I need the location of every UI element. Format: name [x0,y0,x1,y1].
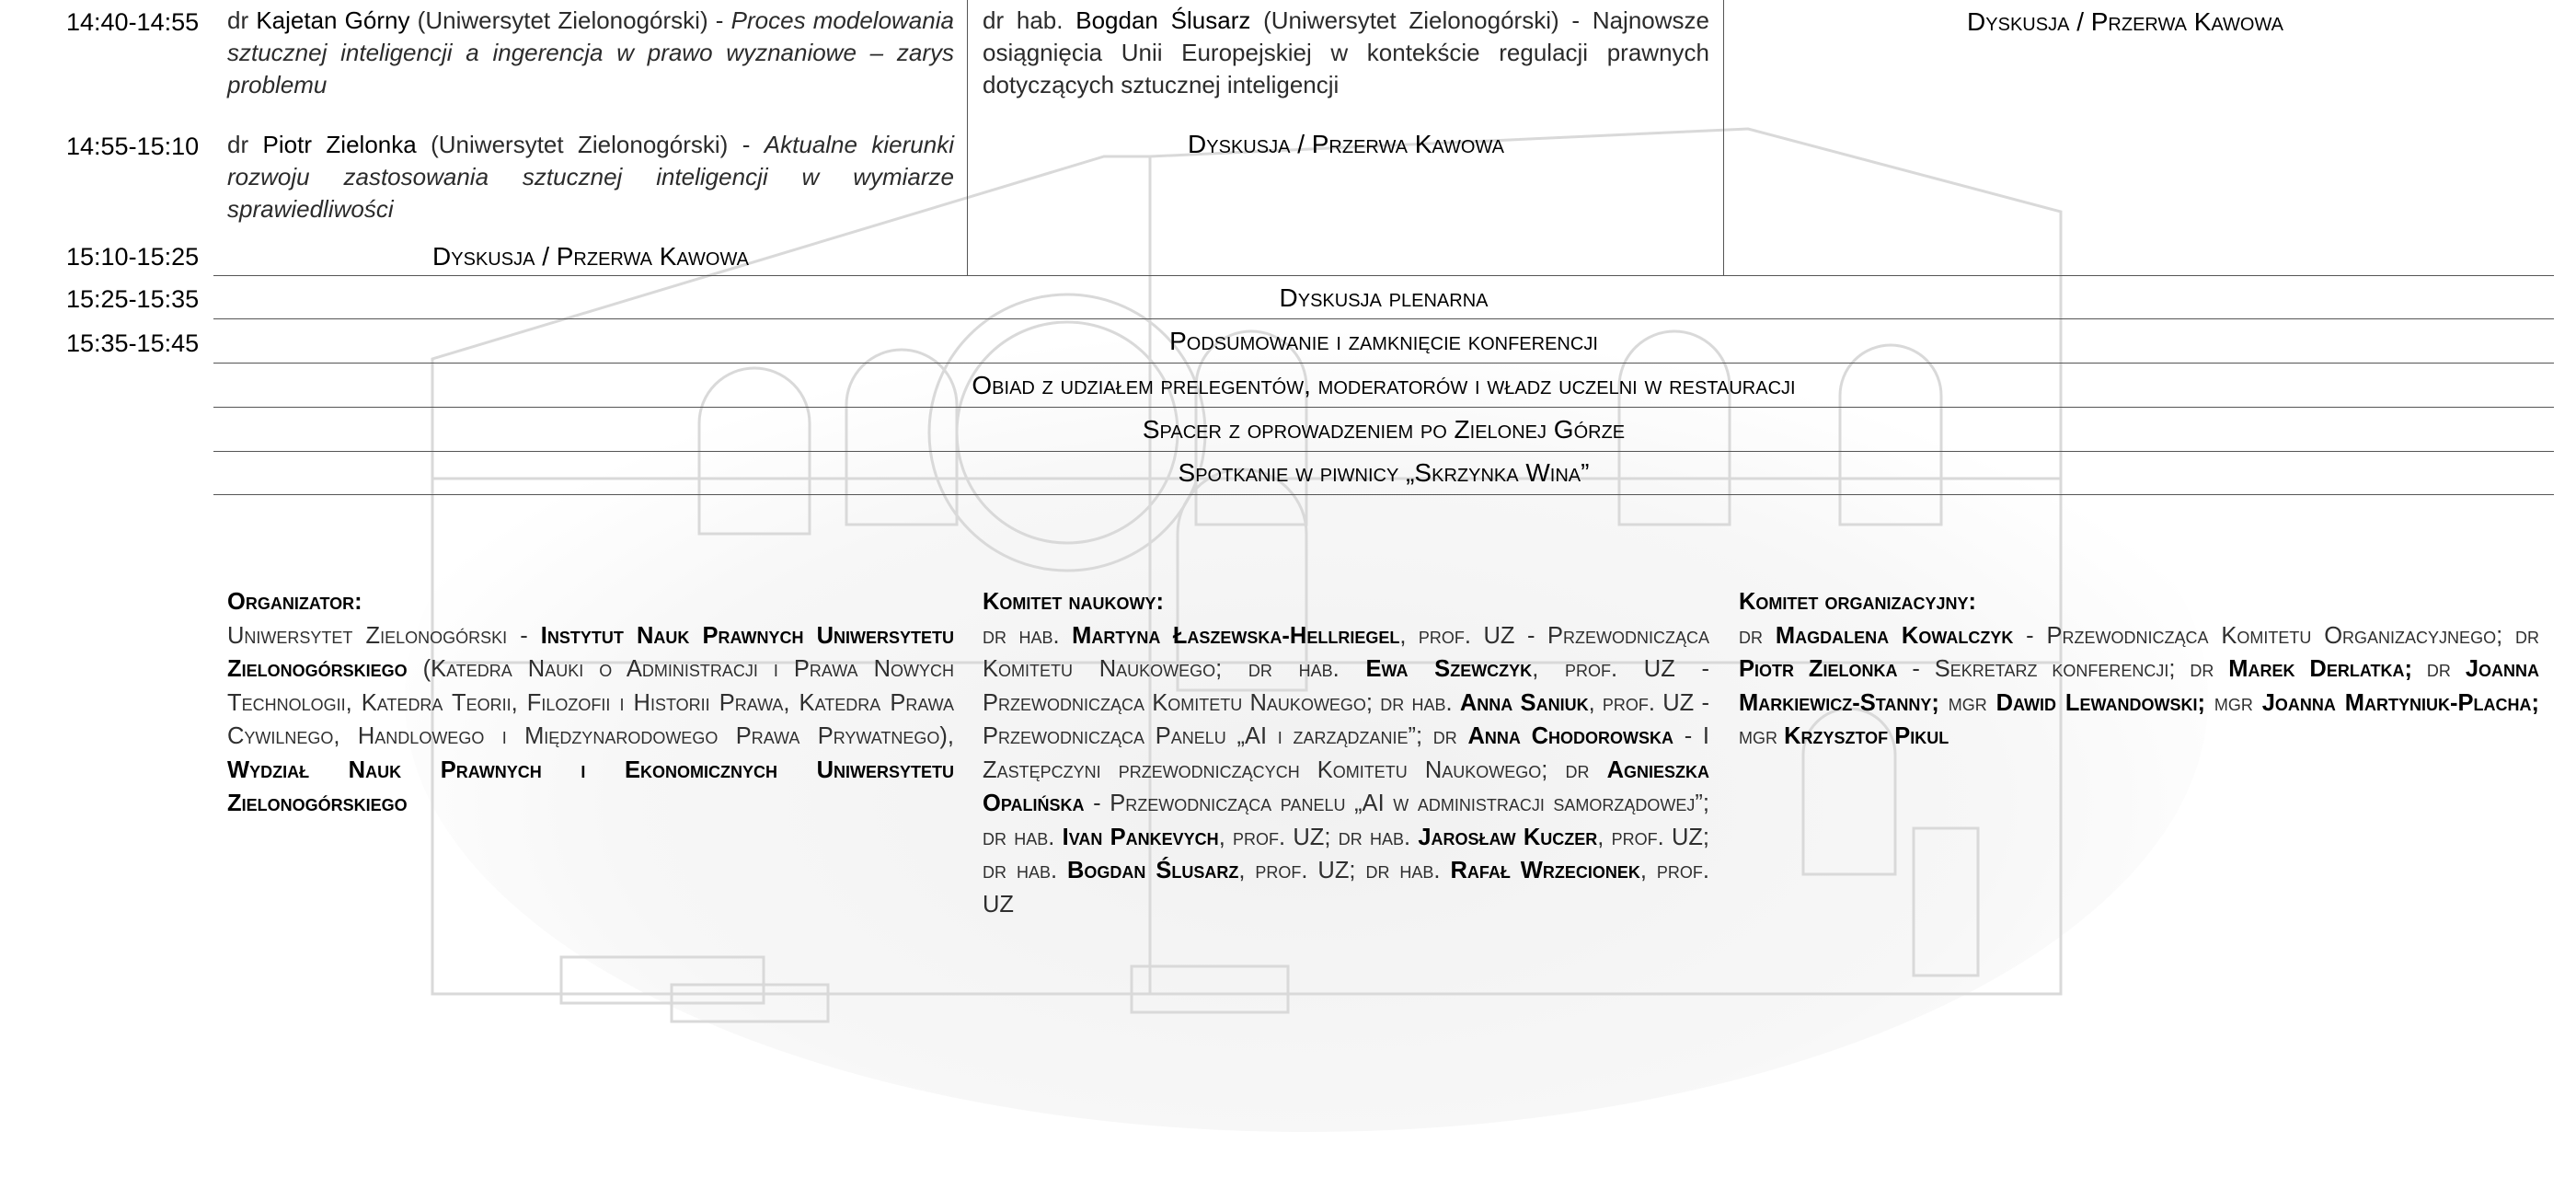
committee-member: Anna Chodorowska [1467,723,1673,749]
scientific-committee-heading: Komitet naukowy: [983,589,1164,615]
committee-member: Anna Saniuk [1459,689,1589,716]
speaker-title: dr hab. [983,6,1064,34]
committee-text: - Przewodnicząca Komitetu Organizacyjnego; dr [2013,622,2539,649]
row-rule-5 [213,451,2554,452]
dinner-event: Obiad z udziałem prelegentów, moderatorów i władz uczelni w restauracji [972,371,1796,399]
speaker-title: dr [227,6,249,34]
column-divider-1 [967,0,968,275]
talk-gorny [227,5,954,101]
committee-text: mgr [2204,689,2262,716]
speaker-name: Kajetan Górny [256,6,410,34]
talk-zielonka [227,129,954,225]
committee-member: Agnieszka Opalińska [983,756,1709,816]
committee-text: - Sekretarz konferencji; dr [1897,656,2229,682]
committee-member: Ewa Szewczyk [1365,656,1533,682]
city-walk: Spacer z oprowadzeniem po Zielonej Górze [1142,415,1626,444]
talk-details: (Uniwersytet Zielonogórski) - Najnowsze osiągnięcia Unii Europejskiej w kontekście regulacji prawnych dotyczących sztucznej inteligencji [983,6,1709,98]
organizing-committee-block [1739,585,2539,754]
committee-member: Joanna Markiewicz-Stanny; [1739,656,2539,716]
organizer-heading: Organizator: [227,589,362,615]
row-rule-6 [213,494,2554,495]
time-slot: 15:35-15:45 [66,329,200,357]
committee-member: Jarosław Kuczer [1418,824,1598,850]
committee-member: Joanna Martyniuk-Placha; [2261,689,2539,716]
speaker-affiliation: (Uniwersytet Zielonogórski) - [431,131,751,158]
wine-meeting: Spotkanie w piwnicy „Skrzynka Wina” [1178,458,1590,487]
committee-member: Piotr Zielonka [1739,656,1898,682]
committee-text: , prof. UZ; dr hab. [1218,824,1419,850]
organizer-text: Uniwersytet Zielonogórski - [227,622,541,649]
committee-text: , prof. UZ - Przewodnicząca Panelu „AI i zarządzanie”; dr [983,689,1709,749]
talk-slusarz [983,5,1709,101]
committee-text: mgr [1739,723,1785,749]
committee-text: dr hab. [983,622,1073,649]
row-rule-1 [213,275,2554,276]
talk-topic: Proces modelowania sztucznej inteligencji a ingerencja w prawo wyznaniowe – zarys problemu [227,6,954,98]
coffee-break-label: Dyskusja / Przerwa Kawowa [1967,7,2283,36]
speaker-name: Bogdan Ślusarz [1075,6,1251,34]
plenary-discussion: Dyskusja plenarna [1279,283,1489,312]
committee-text: - I Zastępczyni przewodniczących Komitetu Naukowego; dr [983,723,1709,783]
committee-text: mgr [1938,689,1996,716]
organizer-faculty: Wydział Nauk Prawnych i Ekonomicznych Uniwersytetu Zielonogórskiego [227,756,954,816]
time-slot: 14:40-14:55 [66,8,200,36]
speaker-affiliation: (Uniwersytet Zielonogórski) - [417,6,724,34]
committee-member: Magdalena Kowalczyk [1775,622,2014,649]
organizer-text: (Katedra Nauki o Administracji i Prawa Nowych Technologii, Katedra Teorii, Filozofii i Historii Prawa, Katedra Prawa Cywilnego, Handlowego i Międzynarodowego Prawa Prywatnego), [227,656,954,749]
committee-member: Krzysztof Pikul [1784,723,1949,749]
organizer-block [227,585,954,821]
committee-member: Marek Derlatka; [2228,656,2412,682]
coffee-break-label: Dyskusja / Przerwa Kawowa [1188,130,1504,158]
committee-member: Dawid Lewandowski; [1995,689,2205,716]
committee-member: Ivan Pankevych [1062,824,1219,850]
speaker-name: Piotr Zielonka [262,131,417,158]
committee-text: , prof. UZ; dr hab. [1238,858,1451,883]
talk-topic: Aktualne kierunki rozwoju zastosowania sztucznej inteligencji w wymiarze sprawiedliwości [227,131,954,223]
column-divider-2 [1723,0,1724,275]
committee-member: Bogdan Ślusarz [1067,858,1239,883]
time-slot: 15:25-15:35 [66,285,200,313]
organizing-committee-heading: Komitet organizacyjny: [1739,589,1976,615]
time-slot: 15:10-15:25 [66,243,200,271]
row-rule-2 [213,318,2554,319]
coffee-break-label: Dyskusja / Przerwa Kawowa [432,242,749,271]
committee-text: , prof. UZ; dr hab. [983,824,1710,883]
row-rule-3 [213,363,2554,364]
committee-text: dr [2412,656,2466,682]
committee-text: - Przewodnicząca panelu „AI w administracji samorządowej”; dr hab. [983,791,1709,850]
organizer-institute: Instytut Nauk Prawnych Uniwersytetu Zielonogórskiego [227,622,954,682]
committee-text: dr [1739,622,1776,649]
committee-text: , prof. UZ - Przewodnicząca Komitetu Naukowego; dr hab. [983,622,1710,682]
row-rule-4 [213,407,2554,408]
speaker-title: dr [227,131,249,158]
committee-text: , prof. UZ [983,858,1710,918]
scientific-committee-block [983,585,1709,921]
committee-member: Rafał Wrzecionek [1450,858,1640,883]
summary-closing: Podsumowanie i zamknięcie konferencji [1169,327,1598,355]
committee-member: Martyna Łaszewska-Hellriegel [1072,622,1400,649]
committee-text: , prof. UZ - Przewodnicząca Komitetu Naukowego; dr hab. [983,656,1709,716]
time-slot: 14:55-15:10 [66,133,200,160]
